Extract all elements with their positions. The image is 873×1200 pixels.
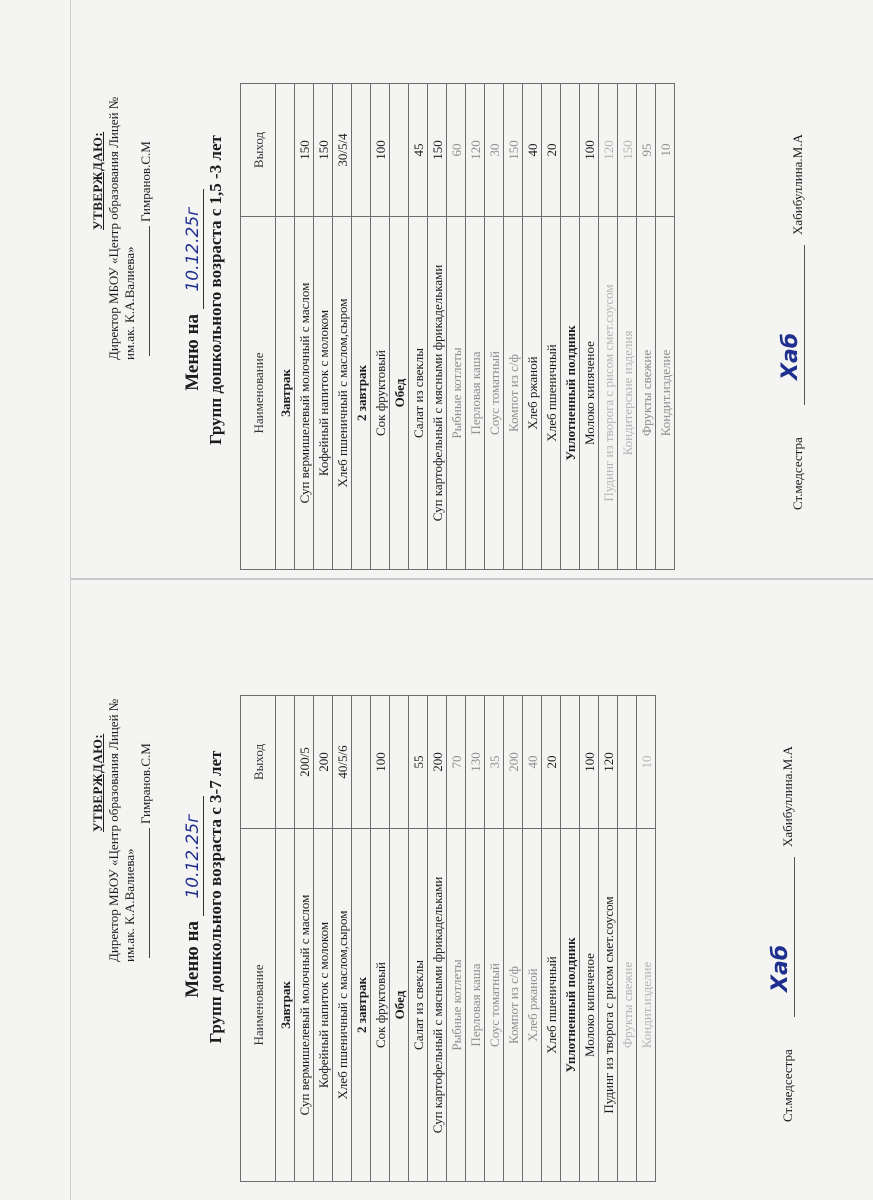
dish-output: 130 — [466, 696, 485, 829]
title-block — [182, 0, 226, 580]
dish-name: Кофейный напиток с молоком — [314, 829, 333, 1182]
page-edge-line — [70, 0, 71, 1200]
dish-output: 150 — [314, 84, 333, 217]
menu-table-body — [276, 84, 675, 570]
table-row — [276, 696, 295, 1182]
table-row — [390, 696, 409, 1182]
menu-label: Меню на — [182, 920, 203, 998]
section-heading: 2 завтрак — [352, 217, 371, 570]
table-row — [428, 84, 447, 570]
table-row — [314, 696, 333, 1182]
dish-name: Перловая каша — [466, 217, 485, 570]
table-row — [447, 84, 466, 570]
approval-signature-row — [138, 602, 154, 962]
menu-sheet-preschool — [90, 602, 850, 1192]
menu-table — [240, 83, 675, 570]
dish-name: Фрукты свежие — [637, 217, 656, 570]
section-heading: Завтрак — [276, 217, 295, 570]
dish-name: Салат из свеклы — [409, 217, 428, 570]
group-title: Групп дошкольного возраста с 3-7 лет — [206, 750, 225, 1044]
dish-output — [276, 696, 295, 829]
table-row — [466, 84, 485, 570]
dish-output — [276, 84, 295, 217]
dish-name: Молоко кипяченое — [580, 829, 599, 1182]
footer-signature-line — [794, 857, 795, 1017]
approval-label: УТВЕРЖДАЮ: — [90, 733, 105, 832]
menu-table-body — [276, 696, 656, 1182]
table-row — [295, 696, 314, 1182]
menu-sheet-toddlers — [90, 0, 850, 580]
table-row — [352, 696, 371, 1182]
table-row — [618, 84, 637, 570]
menu-label: Меню на — [182, 313, 203, 391]
section-heading: Обед — [390, 217, 409, 570]
dish-name: Пудинг из творога с рисом смет.соусом — [599, 829, 618, 1182]
table-row — [276, 84, 295, 570]
table-row — [447, 696, 466, 1182]
dish-output: 95 — [637, 84, 656, 217]
dish-name: Компот из с/ф — [504, 829, 523, 1182]
dish-output — [352, 696, 371, 829]
dish-name: Суп вермишелевый молочный с маслом — [295, 217, 314, 570]
dish-output: 100 — [580, 84, 599, 217]
approval-signature-row — [138, 0, 154, 360]
dish-output: 40 — [523, 696, 542, 829]
dish-output — [390, 696, 409, 829]
dish-name: Фрукты свежие — [618, 829, 637, 1182]
dish-output: 20 — [542, 696, 561, 829]
table-row — [352, 84, 371, 570]
dish-output: 35 — [485, 696, 504, 829]
table-row — [485, 84, 504, 570]
dish-name: Хлеб пшеничный — [542, 829, 561, 1182]
approval-name: Гимранов.С.М — [138, 141, 153, 222]
dish-output: 55 — [409, 696, 428, 829]
dish-name: Хлеб ржаной — [523, 217, 542, 570]
dish-output: 150 — [295, 84, 314, 217]
dish-output — [561, 696, 580, 829]
footer-signature-line — [804, 245, 805, 405]
dish-output: 45 — [409, 84, 428, 217]
approval-line-1: Директор МБОУ «Центр образования Лицей № — [106, 698, 121, 962]
menu-title — [182, 0, 204, 580]
signature-line — [149, 226, 150, 356]
approval-name: Гимранов.С.М — [138, 743, 153, 824]
section-heading: Обед — [390, 829, 409, 1182]
table-row — [466, 696, 485, 1182]
approval-label: УТВЕРЖДАЮ: — [90, 131, 105, 230]
dish-name: Хлеб пшеничный с маслом,сыром — [333, 829, 352, 1182]
dish-output: 40/5/6 — [333, 696, 352, 829]
dish-name: Суп картофельный с мясными фрикадельками — [428, 829, 447, 1182]
approval-line-2: им.ак. К.А.Валиева» — [122, 246, 137, 360]
table-row — [599, 84, 618, 570]
dish-name: Молоко кипяченое — [580, 217, 599, 570]
footer-name: Хабибуллина.М.А — [780, 746, 795, 847]
approval-line-1: Директор МБОУ «Центр образования Лицей № — [106, 96, 121, 360]
dish-output — [352, 84, 371, 217]
dish-name: Суп картофельный с мясными фрикадельками — [428, 217, 447, 570]
dish-name: Сок фруктовый — [371, 829, 390, 1182]
dish-output: 120 — [466, 84, 485, 217]
dish-name: Перловая каша — [466, 829, 485, 1182]
menu-date: 10.12.25г — [183, 796, 204, 916]
section-heading: Уплотненный полдник — [561, 829, 580, 1182]
dish-name: Соус томатный — [485, 217, 504, 570]
dish-name: Рыбные котлеты — [447, 829, 466, 1182]
dish-output: 100 — [371, 84, 390, 217]
dish-output: 70 — [447, 696, 466, 829]
section-heading: Уплотненный полдник — [561, 217, 580, 570]
table-header-row — [241, 696, 276, 1182]
dish-name: Хлеб пшеничный с маслом,сыром — [333, 217, 352, 570]
table-row — [523, 696, 542, 1182]
table-row — [523, 84, 542, 570]
dish-output: 150 — [428, 84, 447, 217]
dish-output: 200 — [314, 696, 333, 829]
dish-output: 30/5/4 — [333, 84, 352, 217]
dish-output: 40 — [523, 84, 542, 217]
table-row — [409, 84, 428, 570]
table-row — [542, 84, 561, 570]
dish-output — [618, 696, 637, 829]
dish-output — [390, 84, 409, 217]
table-row — [371, 696, 390, 1182]
dish-name: Салат из свеклы — [409, 829, 428, 1182]
table-row — [637, 84, 656, 570]
dish-output: 120 — [599, 696, 618, 829]
table-row — [580, 84, 599, 570]
table-row — [485, 696, 504, 1182]
dish-output: 150 — [618, 84, 637, 217]
table-row — [333, 696, 352, 1182]
table-row — [618, 696, 637, 1182]
dish-name: Хлеб ржаной — [523, 829, 542, 1182]
footer-name: Хабибуллина.М.А — [790, 134, 805, 235]
table-row — [504, 84, 523, 570]
table-row — [542, 696, 561, 1182]
approval-line-2: им.ак. К.А.Валиева» — [122, 848, 137, 962]
dish-name: Хлеб пшеничный — [542, 217, 561, 570]
dish-output: 200 — [504, 696, 523, 829]
group-title: Групп дошкольного возраста с 1,5 -3 лет — [206, 135, 225, 445]
column-header-name: Наименование — [241, 829, 276, 1182]
signature-line — [149, 828, 150, 958]
dish-output: 10 — [656, 84, 675, 217]
dish-output: 200 — [428, 696, 447, 829]
column-header-name: Наименование — [241, 217, 276, 570]
section-heading: Завтрак — [276, 829, 295, 1182]
table-row — [295, 84, 314, 570]
menu-date: 10.12.25г — [183, 189, 204, 309]
dish-name: Сок фруктовый — [371, 217, 390, 570]
dish-name: Кондит.изделие — [637, 829, 656, 1182]
table-row — [561, 696, 580, 1182]
dish-output: 10 — [637, 696, 656, 829]
dish-name: Пудинг из творога с рисом смет.соусом — [599, 217, 618, 570]
column-header-output: Выход — [241, 696, 276, 829]
table-row — [637, 696, 656, 1182]
table-row — [371, 84, 390, 570]
table-row — [333, 84, 352, 570]
table-row — [314, 84, 333, 570]
section-heading: 2 завтрак — [352, 829, 371, 1182]
dish-output: 120 — [599, 84, 618, 217]
dish-output: 60 — [447, 84, 466, 217]
approval-block — [90, 0, 154, 360]
column-header-output: Выход — [241, 84, 276, 217]
table-row — [390, 84, 409, 570]
table-row — [656, 84, 675, 570]
dish-name: Компот из с/ф — [504, 217, 523, 570]
table-row — [561, 84, 580, 570]
footer-role: Ст.медсестра — [780, 1049, 795, 1122]
table-row — [409, 696, 428, 1182]
dish-output: 200/5 — [295, 696, 314, 829]
dish-output: 20 — [542, 84, 561, 217]
dish-name: Рыбные котлеты — [447, 217, 466, 570]
table-row — [504, 696, 523, 1182]
handwritten-signature: Хаб — [768, 944, 793, 992]
dish-output — [561, 84, 580, 217]
title-block — [182, 602, 226, 1192]
dish-name: Кондит.изделие — [656, 217, 675, 570]
dish-output: 30 — [485, 84, 504, 217]
dish-output: 100 — [580, 696, 599, 829]
dish-name: Соус томатный — [485, 829, 504, 1182]
table-header-row — [241, 84, 276, 570]
table-row — [580, 696, 599, 1182]
handwritten-signature: Хаб — [778, 332, 803, 380]
menu-table — [240, 695, 656, 1182]
table-row — [428, 696, 447, 1182]
footer-role: Ст.медсестра — [790, 437, 805, 510]
dish-output: 100 — [371, 696, 390, 829]
approval-block — [90, 602, 154, 962]
menu-title — [182, 602, 204, 1192]
table-row — [599, 696, 618, 1182]
dish-name: Кондитерские изделия — [618, 217, 637, 570]
dish-output: 150 — [504, 84, 523, 217]
dish-name: Кофейный напиток с молоком — [314, 217, 333, 570]
dish-name: Суп вермишелевый молочный с маслом — [295, 829, 314, 1182]
